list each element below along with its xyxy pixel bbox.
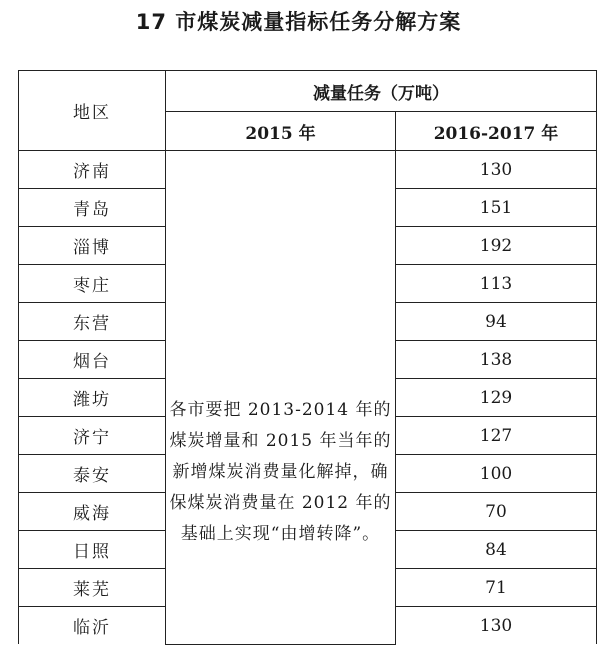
region-cell: 泰安 bbox=[19, 455, 166, 493]
page-title: 17 市煤炭减量指标任务分解方案 bbox=[135, 10, 462, 34]
region-cell: 威海 bbox=[19, 493, 166, 531]
header-2015: 2015 年 bbox=[166, 112, 396, 151]
value-2016-2017-cell: 94 bbox=[396, 303, 597, 341]
value-2016-2017-cell: 100 bbox=[396, 455, 597, 493]
region-cell: 莱芜 bbox=[19, 569, 166, 607]
region-cell: 临沂 bbox=[19, 607, 166, 645]
value-2016-2017-cell: 127 bbox=[396, 417, 597, 455]
region-cell: 青岛 bbox=[19, 189, 166, 227]
coal-reduction-table bbox=[18, 70, 597, 645]
note-2015-text: 各市要把 2013-2014 年的煤炭增量和 2015 年当年的新增煤炭消费量化解掉，确保煤炭消费量在 2012 年的基础上实现“由增转降”。 bbox=[169, 399, 392, 544]
region-cell: 济宁 bbox=[19, 417, 166, 455]
note-2015-cell bbox=[166, 151, 396, 645]
value-2016-2017-cell: 151 bbox=[396, 189, 597, 227]
region-cell: 淄博 bbox=[19, 227, 166, 265]
region-cell: 东营 bbox=[19, 303, 166, 341]
value-2016-2017-cell: 84 bbox=[396, 531, 597, 569]
region-cell: 枣庄 bbox=[19, 265, 166, 303]
header-reduction-task: 减量任务（万吨） bbox=[166, 71, 597, 112]
region-cell: 潍坊 bbox=[19, 379, 166, 417]
value-2016-2017-cell: 113 bbox=[396, 265, 597, 303]
value-2016-2017-cell: 130 bbox=[396, 607, 597, 645]
value-2016-2017-cell: 138 bbox=[396, 341, 597, 379]
header-2016-2017: 2016-2017 年 bbox=[396, 112, 597, 151]
value-2016-2017-cell: 129 bbox=[396, 379, 597, 417]
value-2016-2017-cell: 130 bbox=[396, 151, 597, 189]
header-region: 地区 bbox=[19, 71, 166, 151]
region-cell: 烟台 bbox=[19, 341, 166, 379]
table-row bbox=[19, 151, 597, 189]
value-2016-2017-cell: 192 bbox=[396, 227, 597, 265]
region-cell: 济南 bbox=[19, 151, 166, 189]
value-2016-2017-cell: 70 bbox=[396, 493, 597, 531]
value-2016-2017-cell: 71 bbox=[396, 569, 597, 607]
region-cell: 日照 bbox=[19, 531, 166, 569]
